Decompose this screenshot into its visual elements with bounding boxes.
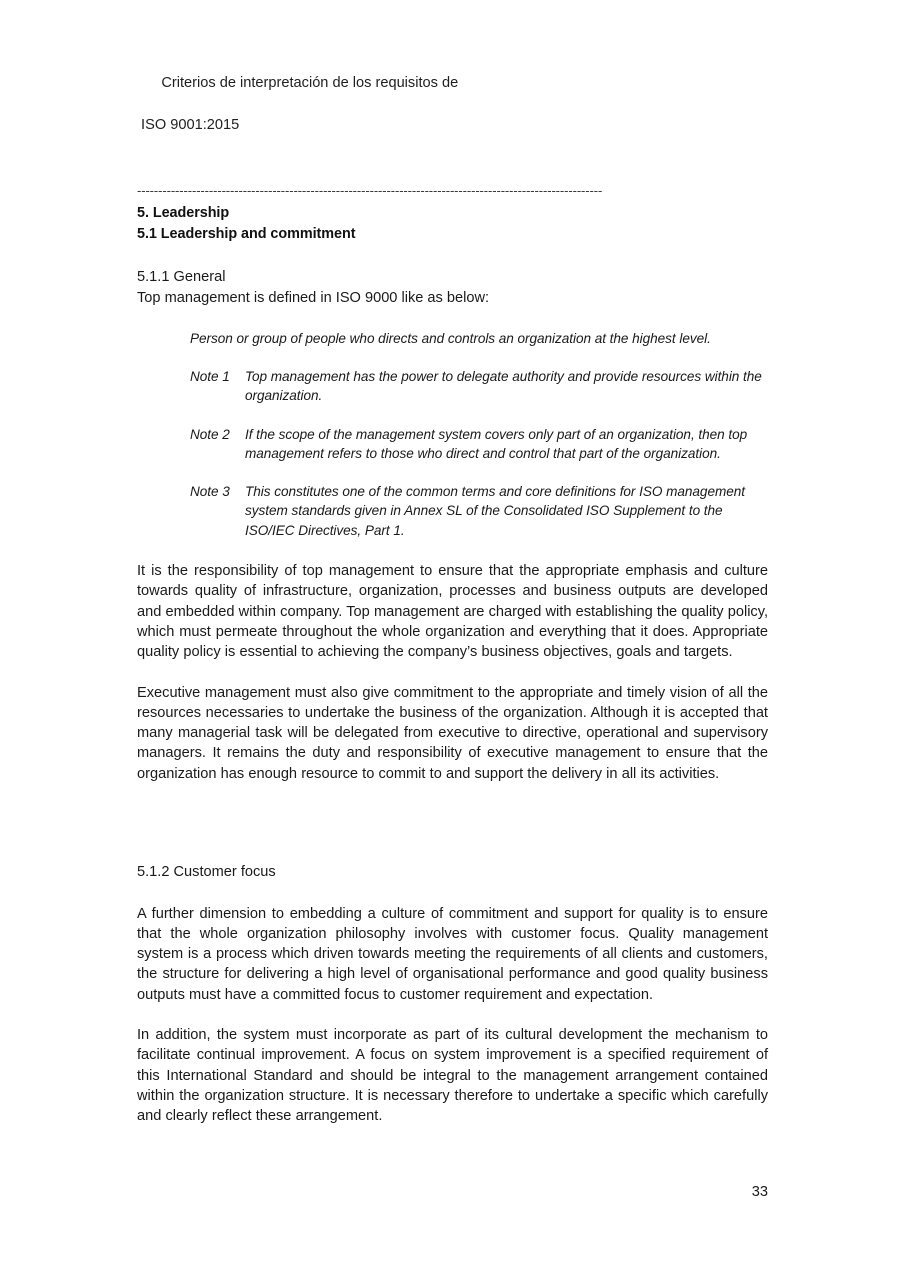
definition-and-notes-block [190, 329, 768, 540]
paragraph-top-management-responsibility: It is the responsibility of top management to ensure that the appropriate emphasis and culture towards quality of infrastructure, organization, processes and business outputs are developed and embedded within company. Top management are charged with establishing the quality policy, which must permeate throughout the whole organization and everything that it does. Appropriate quality policy is essential to achieving the company’s business objectives, goals and targets. [137, 563, 768, 661]
spacer [137, 308, 768, 329]
spacer [137, 540, 768, 561]
note-label: Note 2 [190, 426, 230, 442]
heading-clause-5: 5. Leadership [137, 205, 230, 221]
clause-5-heading-group [137, 203, 768, 244]
spacer [137, 883, 768, 904]
running-header-line-1: Criterios de interpretación de los requisitos de [161, 75, 459, 91]
header-divider: -------------------------------------------------------------------------------------------------------------- [137, 186, 603, 196]
page-content [137, 52, 768, 1127]
clause-5-1-1-lead-in: Top management is defined in ISO 9000 like as below: [137, 289, 490, 306]
spacer [137, 784, 768, 862]
note-item [190, 425, 768, 464]
note-text: If the scope of the management system covers only part of an organization, then top management refers to those who direct and control that part of the organization. [245, 426, 748, 461]
paragraph-executive-management-commitment: Executive management must also give commitment to the appropriate and timely vision of all the resources necessaries to undertake the business of the organization. Although it is accepted that many managerial task will be delegated from executive to directive, operational and supervisory managers. It remains the duty and responsibility of executive management to ensure that the organization has enough resource to commit to and support the delivery in all its activities. [137, 684, 768, 782]
note-item [190, 482, 768, 540]
running-header [137, 52, 768, 178]
paragraph-continual-improvement: In addition, the system must incorporate as part of its cultural development the mechanism to facilitate continual improvement. A focus on system improvement is a specified requirement of this International Standard and should be integral to the management arrangement contained within the organization structure. It is necessary therefore to undertake a specific which carefully and clearly reflect these arrangement. [137, 1027, 768, 1125]
note-text: This constitutes one of the common terms and core definitions for ISO management system standards given in Annex SL of the Consolidated ISO Supplement to the ISO/IEC Directives, Part 1. [245, 484, 745, 538]
top-management-definition: Person or group of people who directs and controls an organization at the highest level. [190, 331, 711, 346]
heading-clause-5-1: 5.1 Leadership and commitment [137, 225, 356, 242]
note-label: Note 1 [190, 369, 230, 384]
note-label: Note 3 [190, 484, 230, 500]
heading-clause-5-1-1: 5.1.1 General [137, 269, 226, 285]
note-item [190, 367, 768, 406]
running-header-line-2: ISO 9001:2015 [137, 117, 240, 133]
note-text: Top management has the power to delegate authority and provide resources within the organization. [245, 369, 762, 404]
paragraph-customer-focus-culture: A further dimension to embedding a culture of commitment and support for quality is to ensure that the whole organization philosophy involves with customer focus. Quality management system is a process which driven towards meeting the requirements of all clients and customers, the structure for delivering a high level of organisational performance and good quality business outputs must have a committed focus to customer requirement and expectation. [137, 905, 768, 1003]
spacer [137, 244, 768, 267]
page-number: 33 [751, 1184, 768, 1200]
heading-clause-5-1-2: 5.1.2 Customer focus [137, 864, 276, 881]
